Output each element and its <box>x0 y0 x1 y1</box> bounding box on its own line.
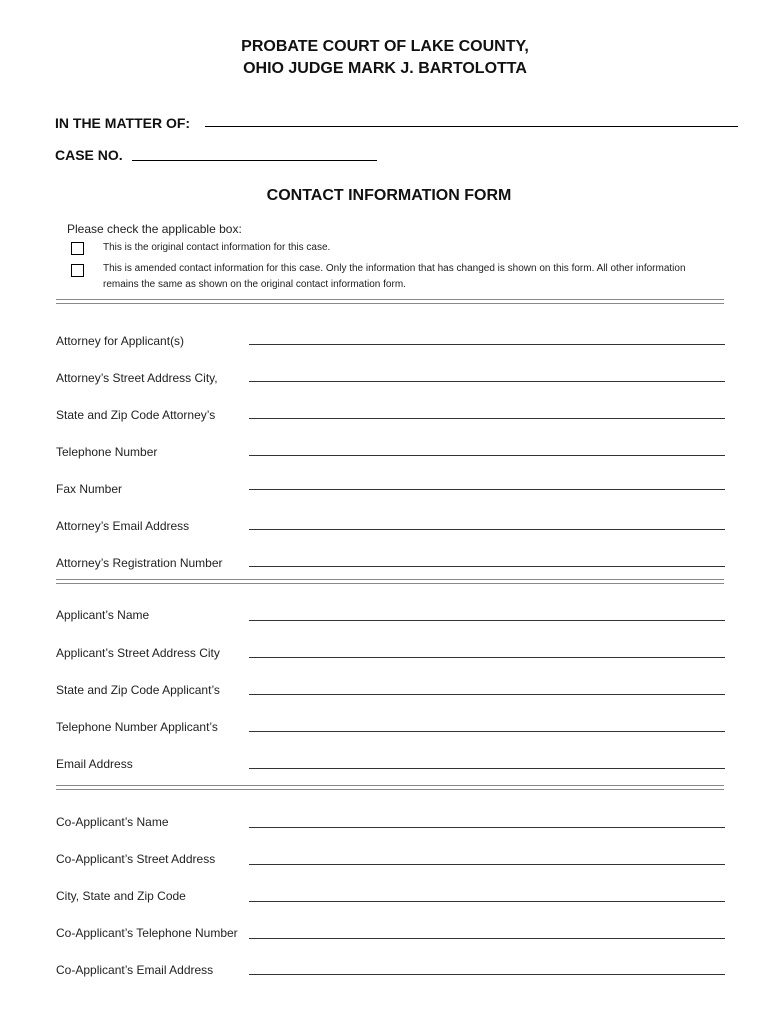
field-label: Co-Applicant’s Name <box>56 815 169 829</box>
section-divider <box>56 785 724 790</box>
applicant-email-input[interactable] <box>249 768 725 769</box>
field-label: Applicant’s Street Address City <box>56 646 220 660</box>
field-label: State and Zip Code Attorney’s <box>56 408 216 422</box>
coapplicant-city-state-zip-input[interactable] <box>249 901 725 902</box>
field-label: Co-Applicant’s Telephone Number <box>56 926 238 940</box>
case-number-field[interactable] <box>132 160 377 161</box>
attorney-fax-input[interactable] <box>249 489 725 490</box>
original-contact-label: This is the original contact information for this case. <box>103 242 331 253</box>
court-name: PROBATE COURT OF LAKE COUNTY, <box>241 38 529 55</box>
field-label: Attorney’s Registration Number <box>56 556 223 570</box>
section-divider <box>56 579 724 584</box>
attorney-registration-input[interactable] <box>249 566 725 567</box>
coapplicant-name-input[interactable] <box>249 827 725 828</box>
field-label: Attorney for Applicant(s) <box>56 334 185 348</box>
field-label: Email Address <box>56 757 133 771</box>
amended-contact-checkbox[interactable] <box>71 264 84 277</box>
applicant-address-input[interactable] <box>249 657 725 658</box>
field-label: Fax Number <box>56 482 123 496</box>
form-title: CONTACT INFORMATION FORM <box>266 187 512 204</box>
field-label: Co-Applicant’s Email Address <box>56 963 214 977</box>
coapplicant-email-input[interactable] <box>249 974 725 975</box>
applicant-telephone-input[interactable] <box>249 731 725 732</box>
field-label: Applicant’s Name <box>56 608 150 622</box>
attorney-city-state-zip-input[interactable] <box>249 418 725 419</box>
judge-name: OHIO JUDGE MARK J. BARTOLOTTA <box>243 60 527 77</box>
attorney-telephone-input[interactable] <box>249 455 725 456</box>
checkbox-instruction: Please check the applicable box: <box>67 222 242 236</box>
coapplicant-telephone-input[interactable] <box>249 938 725 939</box>
attorney-email-input[interactable] <box>249 529 725 530</box>
attorney-name-input[interactable] <box>249 344 725 345</box>
attorney-address-input[interactable] <box>249 381 725 382</box>
case-number-label: CASE NO. <box>55 147 123 163</box>
field-label: Co-Applicant’s Street Address <box>56 852 216 866</box>
section-divider <box>56 299 724 304</box>
field-label: Attorney’s Street Address City, <box>56 371 218 385</box>
matter-label: IN THE MATTER OF: <box>55 115 191 131</box>
field-label: State and Zip Code Applicant’s <box>56 683 220 697</box>
field-label: Telephone Number Applicant’s <box>56 720 218 734</box>
coapplicant-address-input[interactable] <box>249 864 725 865</box>
applicant-name-input[interactable] <box>249 620 725 621</box>
amended-contact-label: This is amended contact information for this case. Only the information that has changed is shown on this form. All other information remains the same as shown on the original contact information form. <box>103 263 686 290</box>
field-label: Attorney’s Email Address <box>56 519 190 533</box>
original-contact-checkbox[interactable] <box>71 242 84 255</box>
matter-field[interactable] <box>205 126 738 127</box>
applicant-city-state-zip-input[interactable] <box>249 694 725 695</box>
field-label: Telephone Number <box>56 445 158 459</box>
field-label: City, State and Zip Code <box>56 889 186 903</box>
